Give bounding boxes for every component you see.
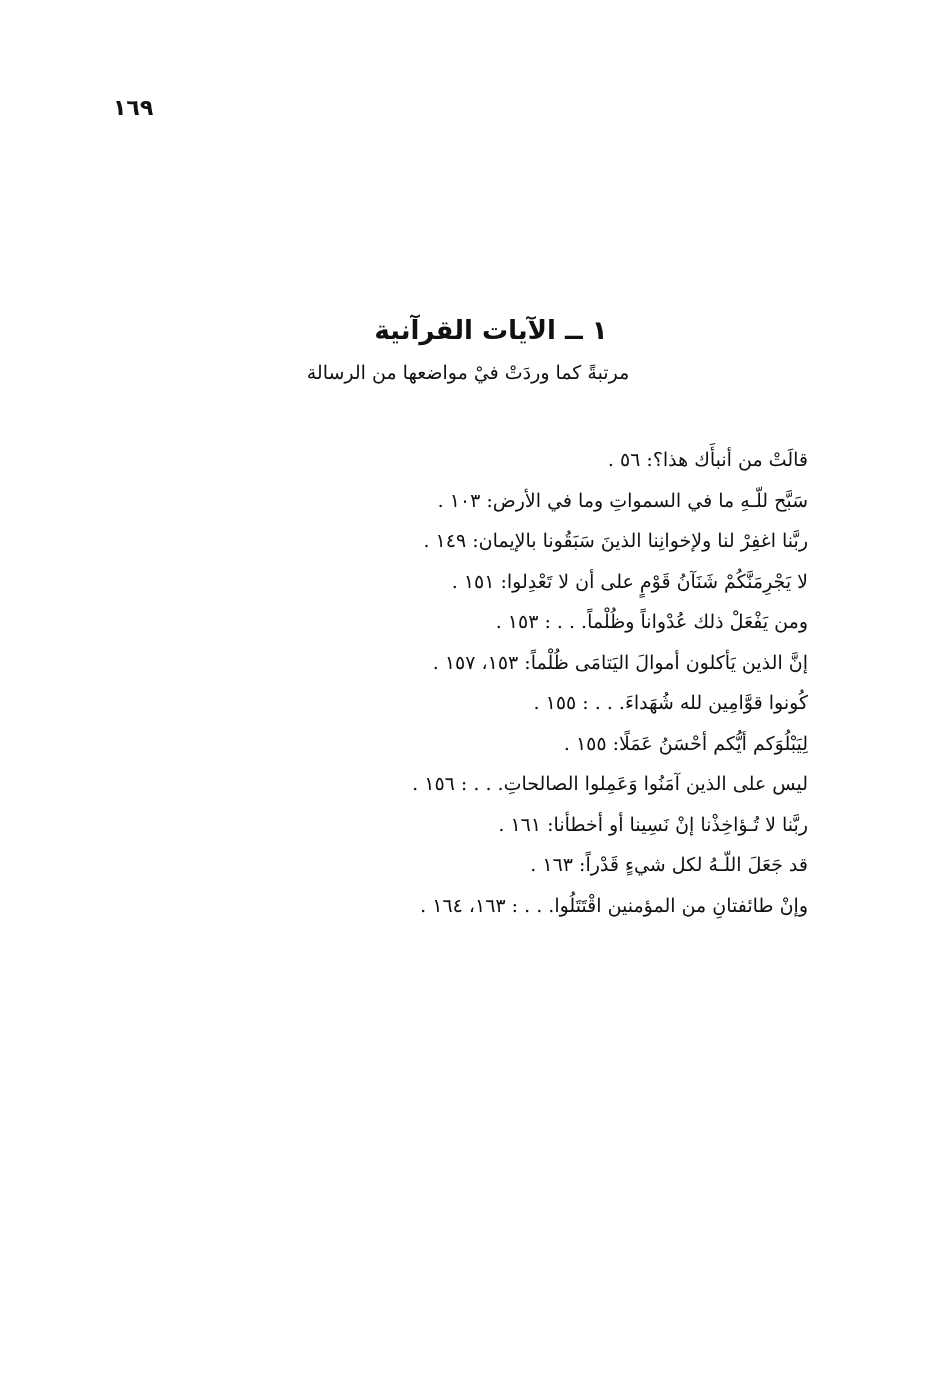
verse-line: كُونوا قوَّامِين لله شُهَداءَ. . . : ١٥٥ .	[533, 692, 808, 714]
verse-line: قالَتْ من أنبأَك هذا؟: ٥٦ .	[607, 449, 808, 471]
verse-line: ليس على الذين آمَنُوا وَعَمِلوا الصالحاتِ. . . : ١٥٦ .	[412, 773, 808, 795]
verse-list	[288, 440, 808, 926]
verse-line: لِيَبْلُوَكم أيُّكم أحْسَنُ عَمَلًا: ١٥٥ .	[563, 732, 808, 755]
page-number: ١٦٩	[113, 96, 154, 121]
verse-line: قد جَعَلَ اللّـهُ لكل شيءٍ قَدْراً: ١٦٣ .	[530, 854, 808, 876]
verse-line: لا يَجْرِمَنَّكُمْ شَنَآنُ قَوْمٍ على أن لا تَعْدِلوا: ١٥١ .	[451, 570, 808, 593]
verse-line: وإنْ طائفتانِ من المؤمنين اقْتَتَلُوا. . . : ١٦٣، ١٦٤ .	[420, 894, 808, 917]
verse-line: ومن يَفْعَلْ ذلك عُدْواناً وظُلْماً. . . : ١٥٣ .	[495, 611, 808, 633]
verse-line: ربَّنا اغفِرْ لنا ولإخوانِنا الذينَ سَبَقُونا بالإيمان: ١٤٩ .	[423, 530, 808, 552]
verse-line: ربَّنا لا تُـؤاخِذْنا إنْ نَسِينا أو أخطأنا: ١٦١ .	[498, 813, 808, 836]
verse-line: سَبَّح للّـهِ ما في السمواتِ وما في الأرض: ١٠٣ .	[437, 489, 808, 512]
section-heading	[0, 312, 940, 390]
verse-line: إنَّ الذين يَأكلون أموالَ اليَتامَى ظُلْماً: ١٥٣، ١٥٧ .	[432, 651, 808, 674]
section-subtitle: مرتبةً كما وردَتْ فيْ مواضعها من الرسالة	[306, 362, 630, 384]
section-title: ١ ــ الآيات القرآنية	[374, 316, 608, 346]
